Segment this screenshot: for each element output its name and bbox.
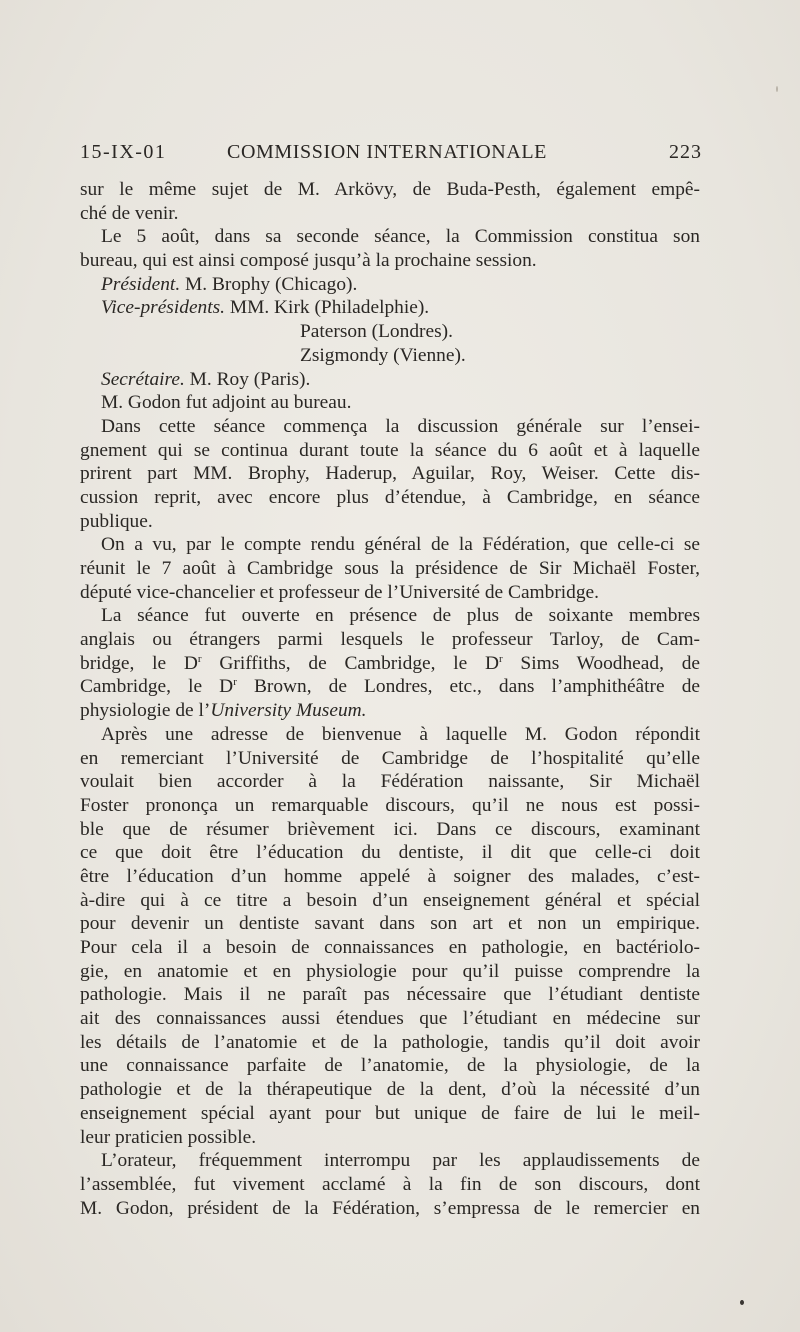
- text-line: à-dire qui à ce titre a besoin d’un enseignement général et spécial: [80, 889, 700, 911]
- text-line: en remerciant l’Université de Cambridge de l’hospitalité qu’elle: [80, 747, 700, 769]
- header-title: COMMISSION INTERNATIONALE: [227, 141, 547, 163]
- body-text: [80, 178, 700, 1220]
- text-line: sur le même sujet de M. Arkövy, de Buda-Pesth, également empê-: [80, 179, 700, 200]
- text-line: cussion reprit, avec encore plus d’étendue, à Cambridge, en séance: [80, 486, 700, 508]
- text-line: leur praticien possible.: [80, 1126, 257, 1148]
- text-line: réunit le 7 août à Cambridge sous la présidence de Sir Michaël Foster,: [80, 558, 700, 579]
- secretary-name: M. Roy (Paris).: [184, 368, 311, 390]
- vice-president-name: Zsigmondy (Vienne).: [300, 344, 466, 366]
- text-line: M. Godon fut adjoint au bureau.: [101, 392, 352, 414]
- text-segment: Griffiths, de Cambridge, le D: [201, 652, 499, 674]
- museum-name: University Museum.: [210, 700, 367, 722]
- text-line: pathologie et de la thérapeutique de la dent, d’où la nécessité d’un: [80, 1079, 700, 1101]
- text-segment: physiologie de l’: [80, 700, 211, 722]
- text-segment: Cambridge, le D: [80, 676, 234, 698]
- text-line: Dans cette séance commença la discussion générale sur l’ensei-: [101, 415, 700, 437]
- text-line: bureau, qui est ainsi composé jusqu’à la prochaine session.: [80, 250, 537, 272]
- text-line: L’orateur, fréquemment interrompu par les applaudissements de: [101, 1150, 700, 1172]
- superscript: r: [197, 652, 202, 665]
- text-line: [80, 699, 700, 723]
- superscript: r: [499, 652, 503, 665]
- page-number: 223: [669, 141, 702, 163]
- president-label: Président.: [101, 273, 181, 295]
- text-line: Le 5 août, dans sa seconde séance, la Commission constitua son: [101, 226, 700, 248]
- text-line: ché de venir.: [80, 202, 179, 224]
- text-line: être l’éducation d’un homme appelé à soigner des malades, c’est-: [80, 865, 700, 887]
- text-line: prirent part MM. Brophy, Haderup, Aguilar, Roy, Weiser. Cette dis-: [80, 463, 700, 485]
- text-line: On a vu, par le compte rendu général de la Fédération, que celle-ci se: [101, 534, 700, 556]
- text-line: ait des connaissances aussi étendues que l’étudiant en médecine sur: [80, 1008, 700, 1030]
- text-line: M. Godon, président de la Fédération, s’empressa de le remercier en: [80, 1197, 700, 1219]
- text-segment: Sims Woodhead, de: [502, 652, 700, 674]
- superscript: r: [233, 676, 237, 689]
- running-head: [80, 141, 702, 167]
- text-line: ce que doit être l’éducation du dentiste, il dit que celle-ci doit: [80, 842, 700, 864]
- text-line: pathologie. Mais il ne paraît pas nécessaire que l’étudiant dentiste: [80, 984, 700, 1006]
- text-line: gnement qui se continua durant toute la séance du 6 août et à laquelle: [80, 439, 700, 461]
- vice-presidents-line: [80, 296, 700, 320]
- text-line: pour devenir un dentiste savant dans son art et non un empirique.: [80, 913, 700, 935]
- text-line: une connaissance parfaite de l’anatomie, de la physiologie, de la: [80, 1055, 700, 1077]
- text-line: Pour cela il a besoin de connaissances en pathologie, en bactériolo-: [80, 937, 700, 958]
- text-line: député vice-chancelier et professeur de l’Université de Cambridge.: [80, 581, 600, 603]
- ink-speck: [740, 1300, 744, 1305]
- text-line: l’assemblée, fut vivement acclamé à la fin de son discours, dont: [80, 1173, 700, 1195]
- vice-president-name: MM. Kirk (Philadelphie).: [225, 297, 430, 319]
- text-line: Foster prononça un remarquable discours, qu’il ne nous est possi-: [80, 794, 700, 816]
- text-line: anglais ou étrangers parmi lesquels le professeur Tarloy, de Cam-: [80, 629, 700, 651]
- text-line: enseignement spécial ayant pour but unique de faire de lui le meil-: [80, 1102, 700, 1124]
- text-line: ble que de résumer brièvement ici. Dans ce discours, examinant: [80, 818, 700, 840]
- text-segment: bridge, le D: [80, 652, 198, 674]
- secretary-label: Secrétaire.: [101, 368, 185, 390]
- text-line: [80, 652, 700, 676]
- secretary-line: [80, 368, 700, 392]
- ink-speck: [776, 86, 778, 92]
- text-line: voulait bien accorder à la Fédération naissante, Sir Michaël: [80, 771, 700, 793]
- text-line: les détails de l’anatomie et de la pathologie, tandis qu’il doit avoir: [80, 1031, 700, 1053]
- text-line: gie, en anatomie et en physiologie pour qu’il puisse comprendre la: [80, 960, 700, 982]
- president-line: [80, 273, 700, 297]
- president-name: M. Brophy (Chicago).: [180, 273, 358, 295]
- vice-president-name: Paterson (Londres).: [300, 321, 453, 343]
- header-date: 15-IX-01: [80, 141, 167, 163]
- text-line: publique.: [80, 510, 153, 532]
- vice-presidents-label: Vice-présidents.: [101, 297, 226, 319]
- text-line: [80, 675, 700, 699]
- text-line: La séance fut ouverte en présence de plus de soixante membres: [101, 605, 700, 627]
- text-line: Après une adresse de bienvenue à laquelle M. Godon répondit: [101, 723, 700, 745]
- text-segment: Brown, de Londres, etc., dans l’amphithéâtre de: [236, 676, 700, 698]
